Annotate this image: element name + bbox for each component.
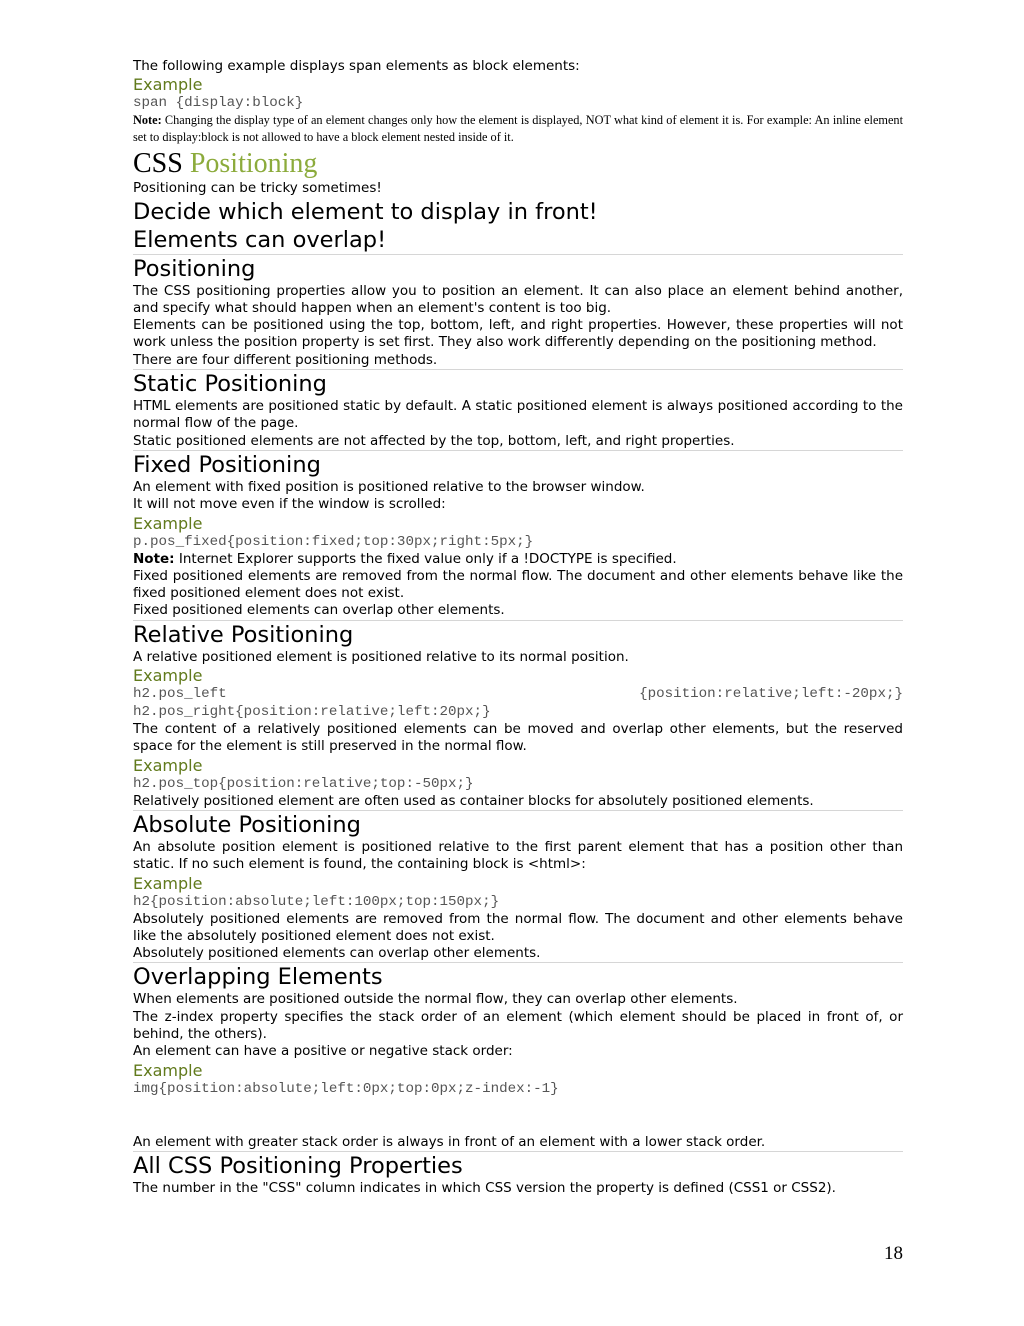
code-snippet: p.pos_fixed{position:fixed;top:30px;right:5px;} xyxy=(133,533,534,550)
code-snippet: h2{position:absolute;left:100px;top:150px;} xyxy=(133,893,500,910)
section-title xyxy=(133,148,903,180)
example-label: Example xyxy=(133,513,203,533)
code-snippet: img{position:absolute;left:0px;top:0px;z-index:-1} xyxy=(133,1080,559,1097)
code-snippet: h2.pos_top{position:relative;top:-50px;} xyxy=(133,775,474,792)
paragraph: When elements are positioned outside the normal flow, they can overlap other elements. xyxy=(133,991,738,1008)
note-paragraph xyxy=(133,112,903,146)
paragraph: The content of a relatively positioned elements can be moved and overlap other elements, but the reserved space for the element is still preserved in the normal flow. xyxy=(133,721,903,755)
example-label: Example xyxy=(133,755,203,775)
example-label: Example xyxy=(133,873,203,893)
paragraph: It will not move even if the window is scrolled: xyxy=(133,496,446,513)
heading-fixed: Fixed Positioning xyxy=(133,450,903,479)
example-label: Example xyxy=(133,1060,203,1080)
code-declaration: {position:relative;left:-20px;} xyxy=(639,686,903,703)
spacer xyxy=(133,1098,903,1134)
note-paragraph xyxy=(133,551,903,568)
heading-absolute: Absolute Positioning xyxy=(133,810,903,839)
paragraph: HTML elements are positioned static by default. A static positioned element is always positioned according to the normal flow of the page. xyxy=(133,398,903,432)
note-label: Note: xyxy=(133,113,162,128)
paragraph: An absolute position element is positioned relative to the first parent element that has a position other than static. If no such element is found, the containing block is <html>: xyxy=(133,838,903,873)
note-label: Note: xyxy=(133,550,175,567)
paragraph: Relatively positioned element are often used as container blocks for absolutely positioned elements. xyxy=(133,792,814,809)
code-selector: h2.pos_left xyxy=(133,686,227,703)
heading-front: Decide which element to display in front! xyxy=(133,198,598,225)
heading-positioning: Positioning xyxy=(133,255,256,282)
title-part1: CSS xyxy=(133,148,183,180)
paragraph: There are four different positioning methods. xyxy=(133,351,438,368)
paragraph: Fixed positioned elements can overlap other elements. xyxy=(133,602,505,619)
heading-overlap: Elements can overlap! xyxy=(133,226,903,255)
heading-static: Static Positioning xyxy=(133,369,903,398)
document-page xyxy=(133,58,903,1197)
title-part2: Positioning xyxy=(189,148,318,180)
paragraph: Elements can be positioned using the top, bottom, left, and right properties. However, these properties will not work unless the position property is set first. They also work differently depending on the positioning method. xyxy=(133,317,903,351)
example-label: Example xyxy=(133,75,203,95)
example-label: Example xyxy=(133,666,203,686)
note-text: Internet Explorer supports the fixed value only if a !DOCTYPE is specified. xyxy=(174,550,677,567)
heading-all-properties: All CSS Positioning Properties xyxy=(133,1151,903,1180)
tagline: Positioning can be tricky sometimes! xyxy=(133,180,382,197)
paragraph: The number in the "CSS" column indicates in which CSS version the property is defined (CSS1 or CSS2). xyxy=(133,1179,836,1196)
paragraph: The z-index property specifies the stack order of an element (which element should be placed in front of, or behind, the others). xyxy=(133,1008,903,1043)
paragraph: A relative positioned element is positioned relative to its normal position. xyxy=(133,648,629,665)
paragraph: An element can have a positive or negative stack order: xyxy=(133,1043,513,1060)
heading-overlapping: Overlapping Elements xyxy=(133,962,903,991)
heading-relative: Relative Positioning xyxy=(133,620,903,649)
paragraph: Absolutely positioned elements can overlap other elements. xyxy=(133,945,541,962)
paragraph: An element with fixed position is positioned relative to the browser window. xyxy=(133,478,645,495)
page-number: 18 xyxy=(884,1243,903,1264)
intro-line: The following example displays span elements as block elements: xyxy=(133,58,580,74)
paragraph: The CSS positioning properties allow you to position an element. It can also place an element behind another, and specify what should happen when an element's content is too big. xyxy=(133,282,903,316)
code-snippet: span {display:block} xyxy=(133,95,304,112)
code-snippet xyxy=(133,685,903,703)
paragraph: Static positioned elements are not affected by the top, bottom, left, and right properties. xyxy=(133,432,735,449)
paragraph: Fixed positioned elements are removed from the normal flow. The document and other elements behave like the fixed positioned element does not exist. xyxy=(133,567,903,602)
note-text: Changing the display type of an element changes only how the element is displayed, NOT what kind of element it is. For example: An inline element set to display:block is not allowed to have a block element nested inside of it. xyxy=(133,113,903,145)
paragraph: An element with greater stack order is always in front of an element with a lower stack order. xyxy=(133,1133,766,1150)
paragraph: Absolutely positioned elements are removed from the normal flow. The document and other elements behave like the absolutely positioned element does not exist. xyxy=(133,910,903,944)
code-snippet: h2.pos_right{position:relative;left:20px;} xyxy=(133,704,491,721)
